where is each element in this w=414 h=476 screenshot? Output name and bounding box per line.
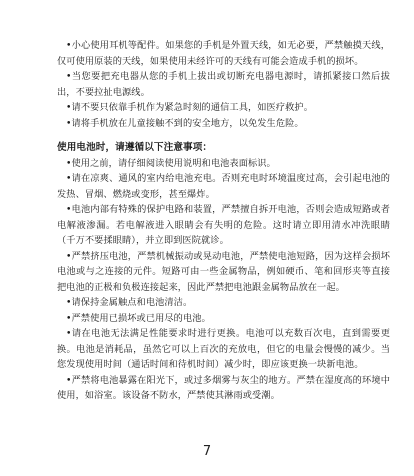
page-number: 7	[202, 444, 212, 459]
battery-section-heading: 使用电池时，请遵循以下注意事项：	[57, 142, 213, 153]
page-content	[57, 38, 390, 404]
safety-bullet-emergency: •请不要只依靠手机作为紧急时刻的通信工具，如医疗救护。	[66, 102, 313, 113]
safety-bullet-accessories: •小心使用耳机等配件。如果您的手机是外置天线，如无必要，严禁触摸天线，仅可使用原装的天线，如果使用未经许可的天线有可能会造成手机的损坏。	[57, 40, 390, 67]
safety-bullet-children: •请将手机放在儿童接触不到的安全地方，以免发生危险。	[66, 117, 304, 129]
battery-bullet-no-damaged: •严禁使用已损坏或已用尽的电池。	[66, 312, 211, 324]
battery-bullet-do-not-disassemble: •电池内部有特殊的保护电路和装置，严禁擅自拆开电池，否则会造成短路或者电解液渗漏。若电解液进入眼睛会有失明的危险。这时请立即用清水冲洗眼睛（千万不要揉眼睛），并立即到医院就诊。	[57, 204, 390, 246]
battery-bullet-read-manual: •使用之前，请仔细阅读使用说明和电池表面标识。	[66, 157, 276, 169]
battery-bullet-no-crushing: •严禁挤压电池，严禁机械振动或晃动电池，严禁使电池短路，因为这样会损坏电池或与之连接的元件。短路可由一些金属物品，例如硬币、笔和回形夹等直接把电池的正极和负极连接起来，因此严禁把电池跟金属物品放在一起。	[57, 250, 390, 293]
battery-bullet-no-sunlight: •严禁将电池暴露在阳光下，或过多烟雾与灰尘的地方。严禁在湿度高的环境中使用，如浴室。该设备不防水，严禁使其淋雨或受潮。	[57, 374, 390, 401]
battery-bullet-replace: •请在电池无法满足性能要求时进行更换。电池可以充数百次电，直到需要更换。电池是消耗品，虽然它可以上百次的充放电，但它的电量会慢慢的减少。当您发现使用时间（通话时间和待机时间）减少时，即应该更换一块新电池。	[57, 328, 390, 370]
safety-bullet-charger-unplug: •当您要把充电器从您的手机上拔出或切断充电器电源时，请抓紧接口然后拔出，不要拉扯电源线。	[57, 71, 390, 98]
battery-bullet-charge-environment: •请在凉爽、通风的室内给电池充电。否则充电时环境温度过高，会引起电池的发热、冒烟、燃烧或变形，甚至爆炸。	[57, 173, 390, 200]
battery-bullet-keep-clean: •请保持金属触点和电池清洁。	[66, 297, 193, 308]
